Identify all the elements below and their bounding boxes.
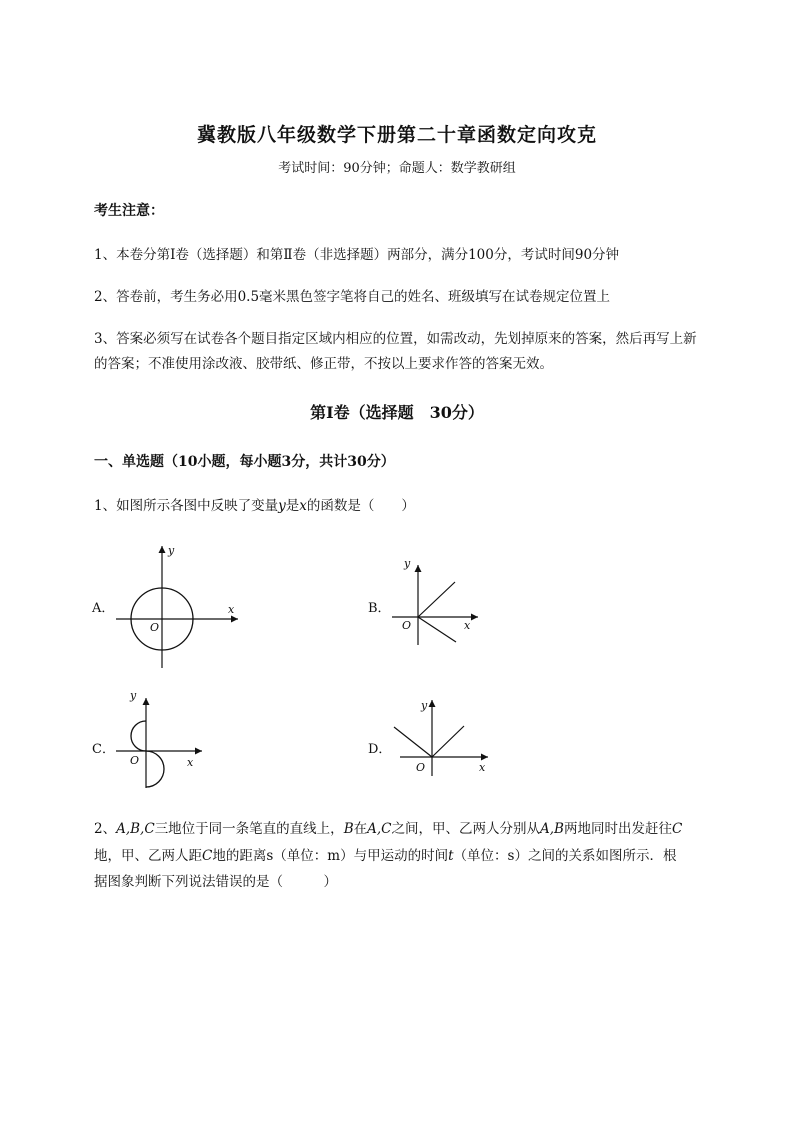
q1-var-x: x <box>299 498 307 514</box>
origin-label: O <box>416 761 426 774</box>
q2-number: 2、 <box>94 821 117 837</box>
q2-text: 地，甲、乙两人距 <box>94 848 202 864</box>
q2-text: 之间，甲、乙两人分别从 <box>391 821 540 837</box>
option-a-label[interactable]: A． <box>92 601 115 616</box>
notice-heading: 考生注意： <box>94 203 164 219</box>
graph-a[interactable] <box>110 538 250 673</box>
q2-var: B <box>343 821 354 837</box>
q2-text: 在 <box>353 821 368 837</box>
q2-var: A,C <box>367 821 392 837</box>
exam-info: 考试时间：90分钟；命题人：数学教研组 <box>278 161 516 176</box>
upper-left-semicircle <box>131 721 146 751</box>
x-axis-label: x <box>228 603 235 616</box>
upper-ray <box>418 582 455 617</box>
page-title: 冀教版八年级数学下册第二十章函数定向攻克 <box>196 124 597 146</box>
q2-points: A,B,C <box>116 821 155 837</box>
q2-text: 地的距离s（单位：m）与甲运动的时间 <box>212 848 449 864</box>
left-ray <box>394 727 432 757</box>
notice-item-3-cont: 的答案；不准使用涂改液、胶带纸、修正带，不按以上要求作答的答案无效。 <box>94 356 553 372</box>
y-axis-label: y <box>168 544 175 557</box>
section-title: 第Ⅰ卷（选择题 30分） <box>310 403 484 422</box>
graph-d[interactable] <box>388 694 498 779</box>
q2-text: 两地同时出发赶往 <box>563 821 672 837</box>
option-d-label[interactable]: D． <box>368 742 392 757</box>
q1-mid: 是 <box>285 498 300 514</box>
right-ray <box>432 726 464 757</box>
origin-label: O <box>402 619 412 632</box>
x-axis-label: x <box>479 761 486 774</box>
notice-item-2: 2、答卷前，考生务必用0.5毫米黑色签字笔将自己的姓名、班级填写在试卷规定位置上 <box>94 289 611 305</box>
q2-var: A,B <box>539 821 564 837</box>
part-heading: 一、单选题（10小题，每小题3分，共计30分） <box>94 454 395 470</box>
option-c-label[interactable]: C． <box>92 742 115 757</box>
y-axis-label: y <box>404 557 411 570</box>
q2-text: （单位：s）之间的关系如图所示．根 <box>453 848 677 864</box>
question-2-line-2 <box>94 844 676 864</box>
origin-label: O <box>150 621 160 634</box>
q1-var-y: y <box>278 498 286 514</box>
q1-prefix: 1、如图所示各图中反映了变量 <box>94 498 279 514</box>
notice-item-3: 3、答案必须写在试卷各个题目指定区域内相应的位置，如需改动，先划掉原来的答案，然后再写上新 <box>94 331 697 347</box>
origin-label: O <box>130 754 140 767</box>
y-axis-label: y <box>130 689 137 702</box>
question-2-line-1 <box>94 817 682 837</box>
q2-var: C <box>671 821 683 837</box>
x-axis-label: x <box>464 619 471 632</box>
lower-right-semicircle <box>146 751 164 787</box>
graph-c[interactable] <box>112 686 212 791</box>
y-axis-label: y <box>421 699 428 712</box>
graph-b[interactable] <box>388 555 488 650</box>
question-1 <box>94 494 415 514</box>
notice-item-1: 1、本卷分第Ⅰ卷（选择题）和第Ⅱ卷（非选择题）两部分，满分100分，考试时间90分钟 <box>94 247 620 263</box>
option-b-label[interactable]: B． <box>368 601 391 616</box>
q1-suffix: 的函数是（ ） <box>306 498 415 514</box>
lower-ray <box>418 617 456 642</box>
q2-var: C <box>202 848 213 864</box>
q2-text: 三地位于同一条笔直的直线上， <box>154 821 344 837</box>
question-2-line-3: 据图象判断下列说法错误的是（ ） <box>94 874 337 890</box>
q2-var: t <box>448 848 454 864</box>
x-axis-label: x <box>187 756 194 769</box>
